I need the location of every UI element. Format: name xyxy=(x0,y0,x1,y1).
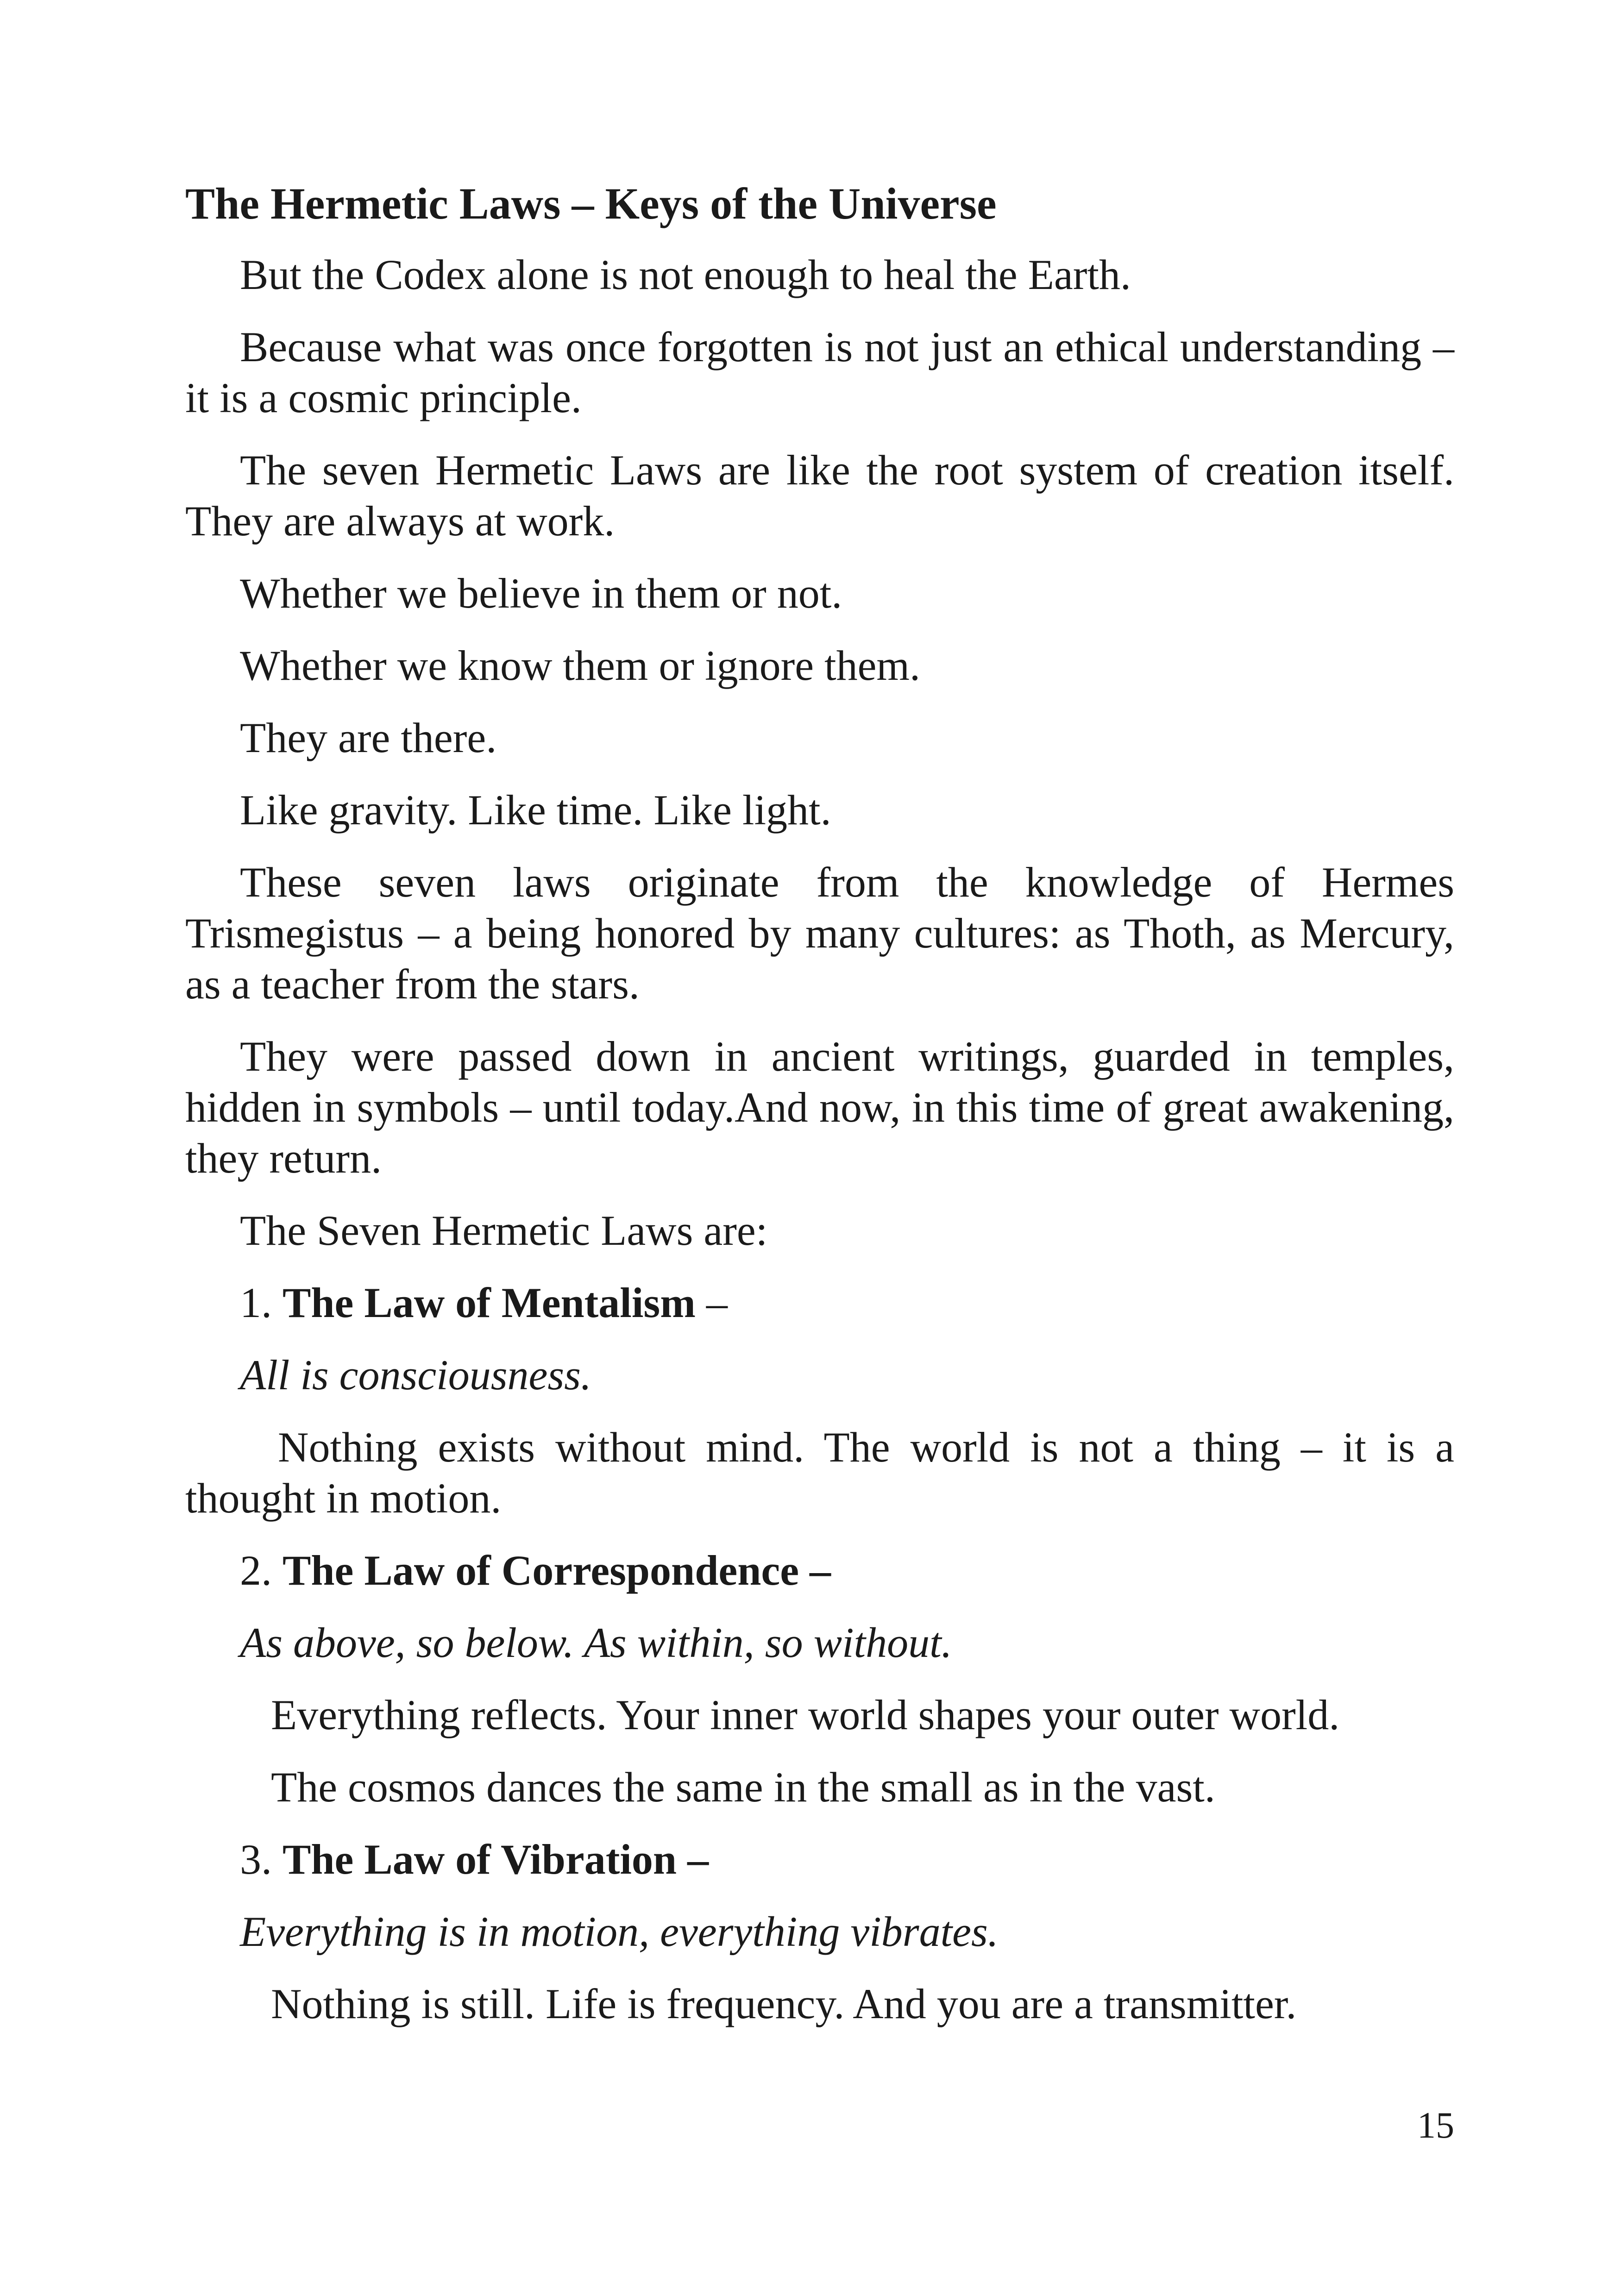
section-heading: The Hermetic Laws – Keys of the Universe xyxy=(185,179,997,228)
law-heading xyxy=(185,1834,1454,1885)
law-heading xyxy=(185,1545,1454,1596)
law-number: 2. xyxy=(240,1547,272,1594)
paragraph: But the Codex alone is not enough to heal the Earth. xyxy=(240,251,1131,298)
paragraph: Whether we believe in them or not. xyxy=(240,570,842,617)
law-body: The cosmos dances the same in the small as in the vast. xyxy=(271,1763,1215,1811)
paragraph: Like gravity. Like time. Like light. xyxy=(240,786,831,834)
paragraph: The Seven Hermetic Laws are: xyxy=(240,1207,768,1254)
paragraph: The seven Hermetic Laws are like the root system of creation itself. They are always at work. xyxy=(185,446,1454,545)
paragraph: They are there. xyxy=(240,714,497,761)
law-title: The Law of Vibration – xyxy=(283,1836,709,1883)
law-body: Nothing exists without mind. The world is not a thing – it is a thought in motion. xyxy=(185,1424,1454,1522)
law-body: Nothing is still. Life is frequency. And you are a transmitter. xyxy=(271,1980,1297,2027)
law-maxim: All is consciousness. xyxy=(240,1351,591,1399)
law-maxim: As above, so below. As within, so without. xyxy=(240,1619,952,1666)
law-title: The Law of Mentalism xyxy=(283,1279,696,1326)
paragraph: Because what was once forgotten is not just an ethical understanding – it is a cosmic principle. xyxy=(185,323,1454,421)
law-heading xyxy=(185,1277,1454,1328)
law-number: 1. xyxy=(240,1279,272,1326)
text-block xyxy=(185,176,1454,2051)
law-dash: – xyxy=(706,1279,728,1326)
law-number: 3. xyxy=(240,1836,272,1883)
paragraph: Whether we know them or ignore them. xyxy=(240,642,920,689)
law-maxim: Everything is in motion, everything vibrates. xyxy=(240,1908,999,1955)
paragraph: They were passed down in ancient writings, guarded in temples, hidden in symbols – until today.And now, in this time of great awakening, they return. xyxy=(185,1033,1454,1182)
law-title: The Law of Correspondence – xyxy=(283,1547,831,1594)
page-number: 15 xyxy=(1417,2105,1454,2146)
law-body: Everything reflects. Your inner world shapes your outer world. xyxy=(271,1691,1340,1738)
paragraph: These seven laws originate from the knowledge of Hermes Trismegistus – a being honored by many cultures: as Thoth, as Mercury, as a teacher from the stars. xyxy=(185,859,1454,1008)
